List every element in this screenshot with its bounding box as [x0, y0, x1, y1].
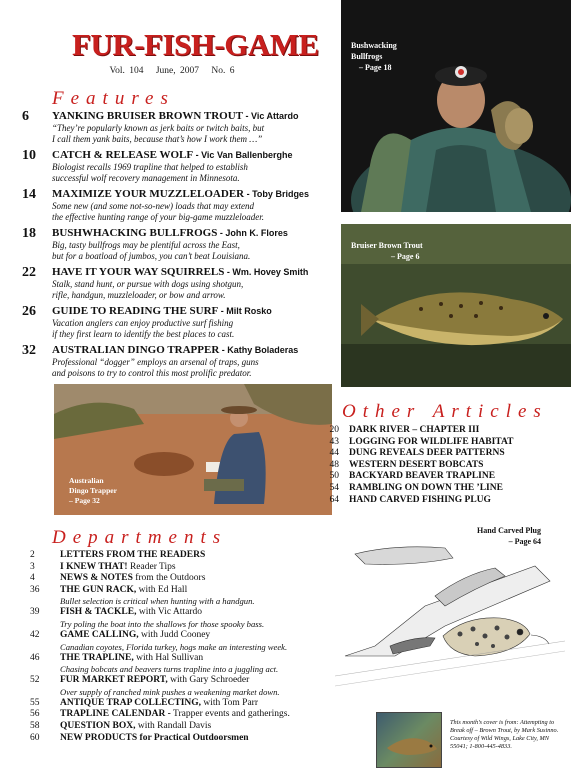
- feature-author: - Wm. Hovey Smith: [224, 267, 309, 277]
- feature-desc: Some new (and some not-so-new) loads that may extend: [52, 201, 254, 211]
- feature-page: 6: [22, 109, 29, 124]
- feature-page: 14: [22, 187, 36, 202]
- feature-desc: “They’re popularly known as jerk baits or twitch baits, but: [52, 123, 265, 133]
- feature-desc: Professional “dogger” employs an arsenal of traps, guns: [52, 357, 259, 367]
- feature-title: GUIDE TO READING THE SURF: [52, 305, 219, 317]
- list-item[interactable]: 64 HAND CARVED FISHING PLUG: [329, 494, 491, 505]
- feature-author: - Toby Bridges: [244, 189, 309, 199]
- trout-caption: Bruiser Brown Trout – Page 6: [351, 241, 423, 261]
- list-item[interactable]: 56 TRAPLINE CALENDAR - Trapper events and gatherings.: [30, 709, 290, 720]
- bullfrog-hunter-image: [341, 0, 571, 212]
- list-item[interactable]: 50 BACKYARD BEAVER TRAPLINE: [329, 471, 496, 482]
- feature-item[interactable]: [22, 110, 332, 144]
- feature-title: BUSHWHACKING BULLFROGS: [52, 227, 218, 239]
- plug-caption: Hand Carved Plug – Page 64: [476, 526, 541, 546]
- list-item[interactable]: 2 LETTERS FROM THE READERS: [30, 550, 206, 560]
- feature-item[interactable]: [22, 266, 332, 300]
- bullfrog-caption: Bushwacking Bullfrogs – Page 18: [351, 41, 397, 72]
- list-item[interactable]: 3 I KNEW THAT! Reader Tips: [30, 561, 176, 572]
- issue-date: June, 2007: [155, 66, 200, 76]
- features-heading: Features: [52, 88, 175, 109]
- feature-desc: but for a boatload of jumbos, you can’t beat Louisiana.: [52, 250, 251, 261]
- features-list: [22, 110, 332, 383]
- feature-page: 26: [22, 304, 36, 319]
- feature-desc: Stalk, stand hunt, or pursue with dogs using shotgun,: [52, 279, 244, 289]
- feature-page: 18: [22, 226, 36, 241]
- feature-desc: Vacation anglers can enjoy productive surf fishing: [52, 318, 234, 328]
- feature-title: HAVE IT YOUR WAY SQUIRRELS: [52, 266, 225, 278]
- feature-page: 22: [22, 265, 36, 280]
- list-item[interactable]: 60 NEW PRODUCTS for Practical Outdoorsmen: [30, 732, 249, 743]
- feature-desc: rifle, handgun, muzzleloader, or bow and arrow.: [52, 289, 226, 300]
- other-articles-heading: Other Articles: [342, 401, 548, 422]
- cover-credit: This month’s cover is from: Attempting to Break off – Brown Trout, by Mark Susinno. Courtesy of Wild Wings, Lake City, MN 55041; 1-800-445-4833.: [450, 719, 559, 750]
- magazine-logo: FUR-FISH-GAME: [72, 27, 319, 62]
- feature-title: MAXIMIZE YOUR MUZZLELOADER: [52, 188, 245, 200]
- feature-desc: and poisons to try to control this most prolific predator.: [52, 367, 252, 378]
- feature-desc: successful wolf recovery management in Minnesota.: [52, 172, 240, 183]
- list-item[interactable]: 20 DARK RIVER – CHAPTER III: [329, 425, 480, 435]
- feature-item[interactable]: [22, 344, 332, 378]
- issue-info: [72, 66, 272, 76]
- feature-desc: the effective hunting range of your big-game muzzleloader.: [52, 211, 264, 222]
- feature-author: - Kathy Boladeras: [219, 345, 299, 355]
- cover-trout-icon: [377, 713, 443, 769]
- masthead: [72, 27, 319, 76]
- list-item[interactable]: 58 QUESTION BOX, with Randall Davis: [30, 720, 212, 731]
- feature-title: YANKING BRUISER BROWN TROUT: [52, 110, 244, 122]
- dingo-caption: Australian Dingo Trapper – Page 32: [69, 476, 118, 505]
- feature-item[interactable]: [22, 149, 332, 183]
- dingo-trapper-photo[interactable]: [54, 384, 332, 515]
- feature-title: CATCH & RELEASE WOLF: [52, 149, 194, 161]
- feature-item[interactable]: [22, 227, 332, 261]
- feature-desc: Big, tasty bullfrogs may be plentiful across the East,: [52, 240, 240, 250]
- volume: Vol. 104: [109, 66, 144, 76]
- list-item[interactable]: 52 FUR MARKET REPORT, with Gary Schroeder Over supply of ranched mink pushes a weakening market down.: [30, 675, 280, 697]
- issue-number: No. 6: [211, 66, 235, 76]
- feature-page: 10: [22, 148, 36, 163]
- list-item[interactable]: 42 GAME CALLING, with Judd Cooney Canadian coyotes, Florida turkey, hogs make an interesting week.: [30, 629, 288, 652]
- other-articles-list: [316, 425, 566, 506]
- feature-author: - John K. Flores: [217, 228, 288, 238]
- feature-title: AUSTRALIAN DINGO TRAPPER: [52, 344, 220, 356]
- departments-list: [30, 550, 330, 744]
- list-item[interactable]: 44 DUNG REVEALS DEER PATTERNS: [329, 448, 505, 459]
- cover-thumbnail: [376, 712, 442, 768]
- feature-desc: Biologist recalls 1969 trapline that helped to establish: [52, 162, 248, 172]
- feature-author: - Vic Attardo: [243, 111, 299, 121]
- feature-page: 32: [22, 343, 36, 358]
- list-item[interactable]: 46 THE TRAPLINE, with Hal Sullivan Chasing bobcats and beavers turns trapline into a juggling act.: [30, 652, 279, 675]
- bullfrog-photo[interactable]: [341, 0, 571, 212]
- departments-heading: Departments: [52, 527, 228, 548]
- list-item[interactable]: 55 ANTIQUE TRAP COLLECTING, with Tom Parr: [30, 697, 258, 708]
- feature-desc: if they first learn to identify the best places to cast.: [52, 328, 235, 339]
- list-item[interactable]: 36 THE GUN RACK, with Ed Hall Bullet selection is critical when hunting with a handgun.: [30, 584, 255, 607]
- list-item[interactable]: 39 FISH & TACKLE, with Vic Attardo Try poling the boat into the shallows for those spooky bass.: [30, 607, 265, 629]
- trout-photo[interactable]: [341, 224, 571, 387]
- feature-item[interactable]: [22, 188, 332, 222]
- list-item[interactable]: 54 RAMBLING ON DOWN THE ’LINE: [329, 482, 503, 493]
- list-item[interactable]: 48 WESTERN DESERT BOBCATS: [329, 459, 484, 470]
- feature-author: - Vic Van Ballenberghe: [193, 150, 293, 160]
- feature-desc: I call them yank baits, because that’s how I work them …”: [52, 133, 263, 144]
- list-item[interactable]: 43 LOGGING FOR WILDLIFE HABITAT: [329, 436, 514, 447]
- fishing-plug-illustration: [335, 536, 565, 706]
- list-item[interactable]: 4 NEWS & NOTES from the Outdoors: [30, 573, 206, 584]
- feature-item[interactable]: [22, 305, 332, 339]
- feature-author: - Milt Rosko: [218, 306, 272, 316]
